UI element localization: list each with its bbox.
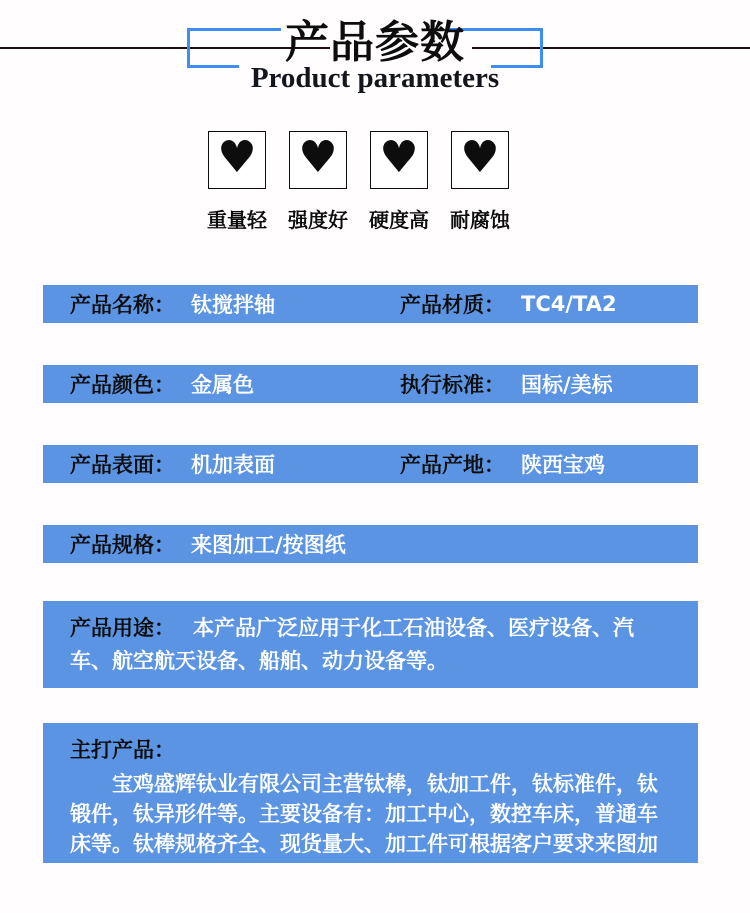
feature-item: [370, 131, 428, 231]
spec-label: 产品规格：: [70, 533, 175, 557]
spec-bar-name-material: [43, 285, 698, 323]
spec-pair: [400, 449, 605, 479]
spec-label: 产品用途：: [70, 616, 175, 640]
feature-box: [451, 131, 509, 189]
feature-label: 强度好: [288, 208, 348, 232]
spec-value: 本产品广泛应用于化工石油设备、医疗设备、汽车、航空航天设备、船舶、动力设备等。: [70, 616, 634, 673]
page-subtitle: Product parameters: [250, 62, 500, 94]
header: [0, 0, 750, 115]
heart-icon: ♥: [298, 132, 338, 183]
usage-bar: [43, 601, 698, 688]
spec-bar-color-standard: [43, 365, 698, 403]
feature-box: [208, 131, 266, 189]
feature-row: [208, 131, 509, 231]
spec-pair: [70, 529, 346, 559]
spec-label: 主打产品：: [70, 738, 175, 762]
page-title: 产品参数: [285, 17, 465, 68]
feature-label: 重量轻: [207, 208, 267, 232]
heart-icon: ♥: [460, 132, 500, 183]
feature-item: [289, 131, 347, 231]
spec-label: 产品表面：: [70, 453, 175, 477]
spec-pair: [70, 289, 400, 319]
heart-icon: ♥: [379, 132, 419, 183]
feature-label: 耐腐蚀: [450, 208, 510, 232]
spec-value: 金属色: [191, 373, 254, 397]
heart-icon: ♥: [217, 132, 257, 183]
spec-pair: [400, 369, 613, 399]
main-products-bar: [43, 723, 698, 886]
feature-item: [451, 131, 509, 231]
spec-value: 国标/美标: [521, 373, 613, 397]
main-products-text: 宝鸡盛辉钛业有限公司主营钛棒，钛加工件，钛标准件，钛锻件，钛异形件等。主要设备有：加工中心，数控车床，普通车床等。钛棒规格齐全、现货量大、加工件可根据客户要求来图加工。: [70, 772, 658, 886]
spec-bar-specification: [43, 525, 698, 563]
spec-value: 机加表面: [191, 453, 275, 477]
spec-label: 产品名称：: [70, 293, 175, 317]
spec-value: 来图加工/按图纸: [191, 533, 346, 557]
spec-pair: [70, 449, 400, 479]
spec-value: TC4/TA2: [521, 292, 617, 316]
spec-label: 产品颜色：: [70, 373, 175, 397]
feature-box: [370, 131, 428, 189]
spec-pair: [70, 369, 400, 399]
spec-value: 陕西宝鸡: [521, 453, 605, 477]
spec-label: 执行标准：: [400, 373, 505, 397]
spec-pair: [400, 289, 617, 319]
spec-value: 钛搅拌轴: [191, 293, 275, 317]
spec-bar-surface-origin: [43, 445, 698, 483]
feature-box: [289, 131, 347, 189]
spec-label: 产品产地：: [400, 453, 505, 477]
feature-item: [208, 131, 266, 231]
spec-label: 产品材质：: [400, 293, 505, 317]
feature-label: 硬度高: [369, 208, 429, 232]
